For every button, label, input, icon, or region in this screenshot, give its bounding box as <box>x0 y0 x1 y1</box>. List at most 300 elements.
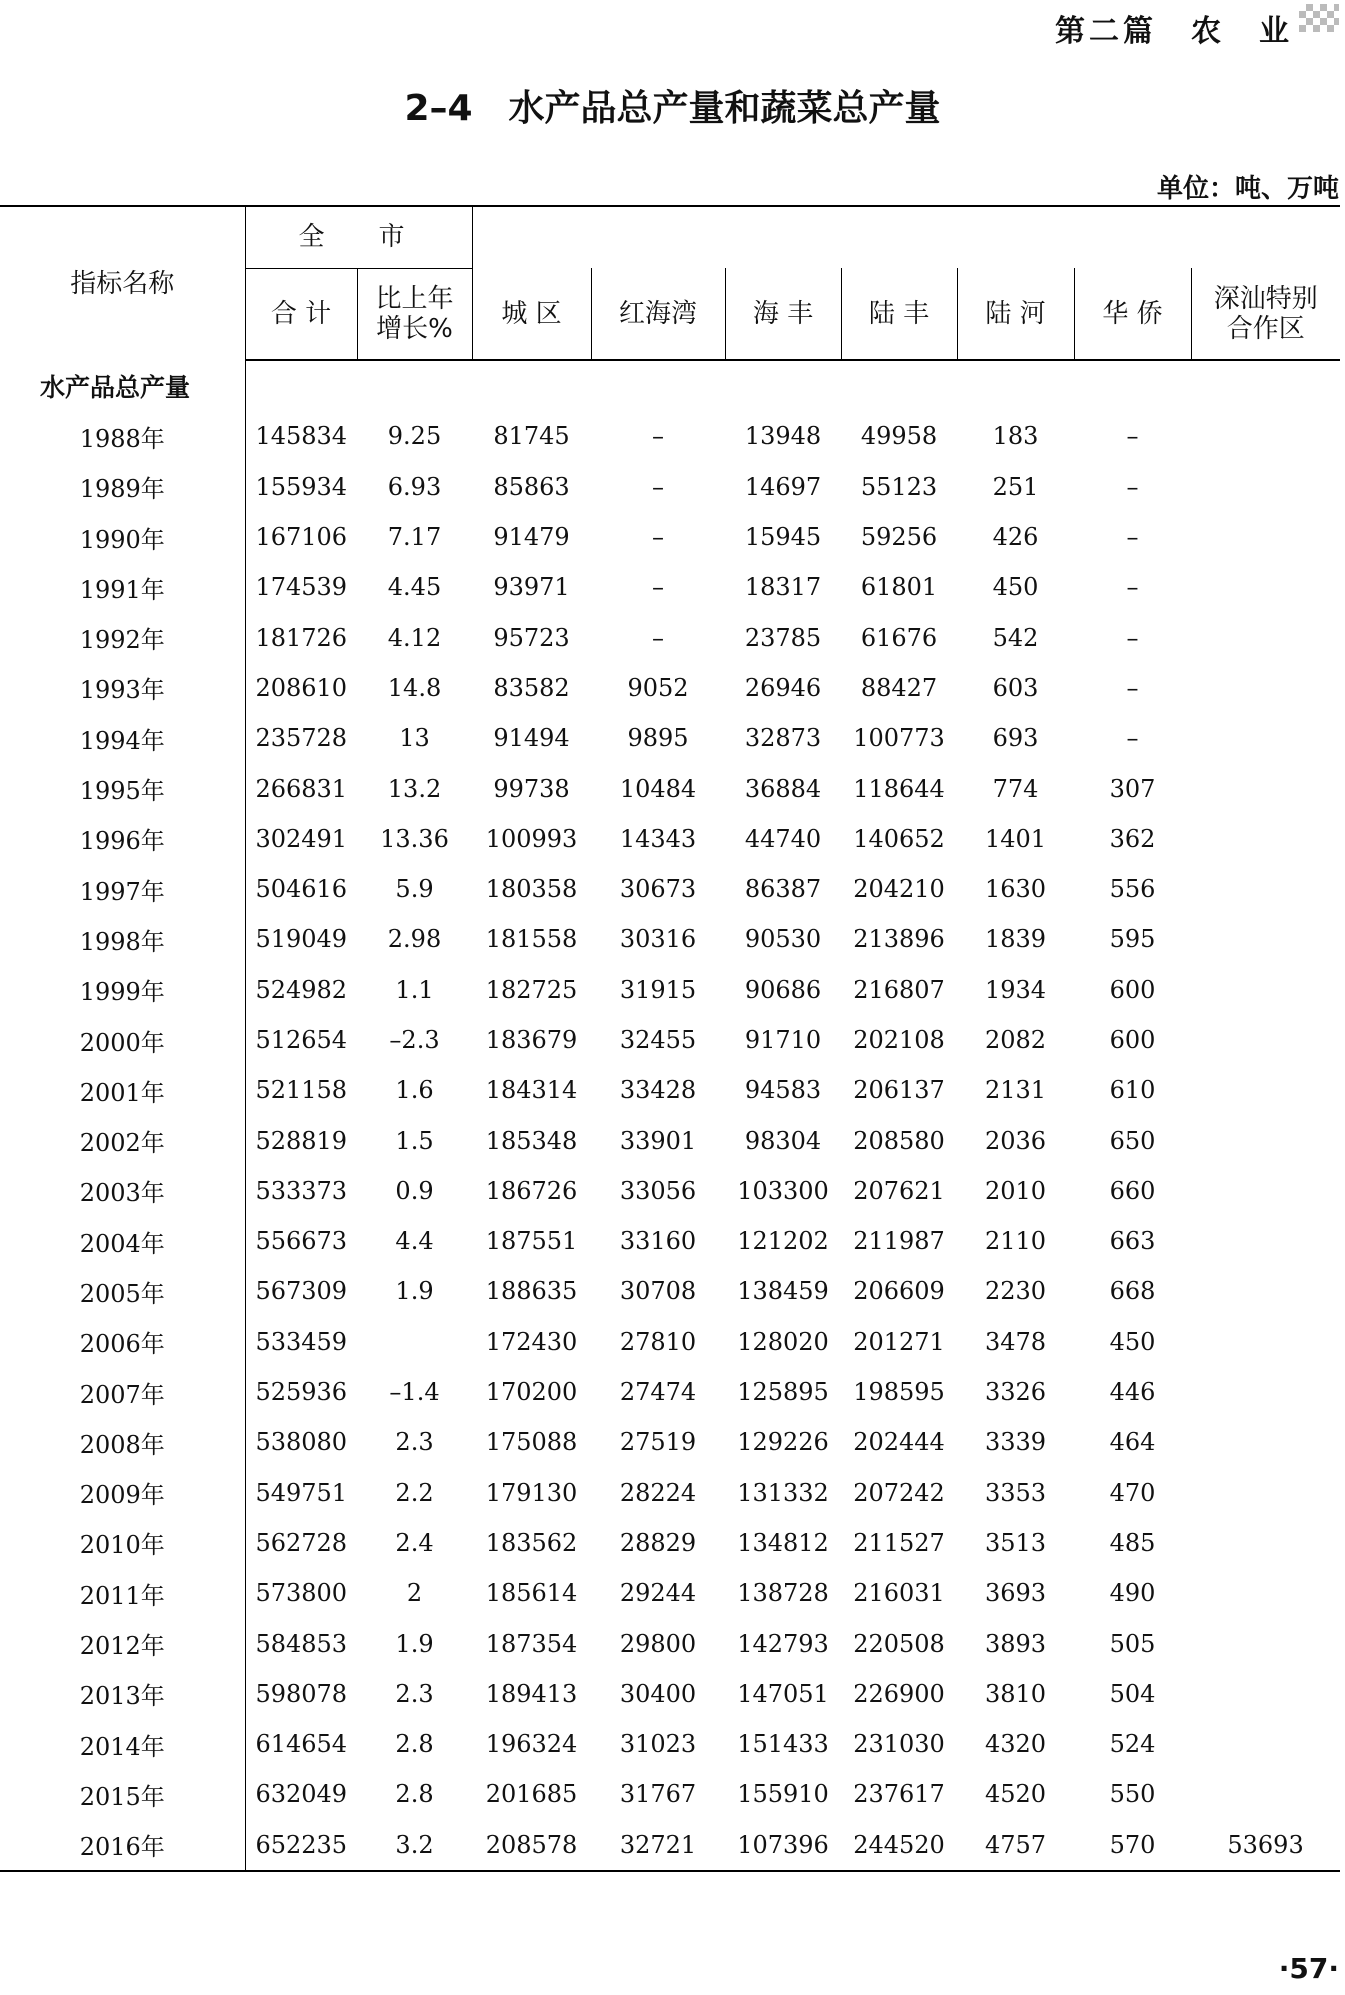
table-cell: 201685 <box>485 1780 578 1809</box>
table-cell: 650 <box>1109 1126 1156 1155</box>
table-cell <box>1191 864 1340 914</box>
table-cell: 521158 <box>255 1076 348 1105</box>
column-header: 城 区 <box>472 268 591 360</box>
table-cell: 211527 <box>853 1528 945 1557</box>
table-cell: 1.5 <box>395 1126 434 1155</box>
column-header: 华 侨 <box>1074 268 1191 360</box>
table-cell: 53693 <box>1191 1820 1340 1871</box>
table-cell: 196324 <box>485 1730 578 1759</box>
table-cell: 4520 <box>984 1780 1047 1809</box>
table-cell: 175088 <box>485 1428 578 1457</box>
table-cell: 33901 <box>619 1126 697 1155</box>
table-cell: 1630 <box>984 875 1047 904</box>
table-cell: –2.3 <box>389 1026 440 1054</box>
table-row <box>0 612 1340 662</box>
table-cell: 32721 <box>591 1820 725 1871</box>
table-cell: 485 <box>1109 1528 1156 1557</box>
table-cell: 179130 <box>485 1478 578 1507</box>
table-cell: 231030 <box>853 1730 945 1759</box>
table-cell: 183562 <box>485 1528 578 1557</box>
table-cell: 4757 <box>957 1820 1074 1871</box>
table-cell: 183 <box>992 422 1039 451</box>
row-year: 2015年 <box>0 1769 245 1819</box>
table-cell: 4.12 <box>387 623 442 652</box>
table-cell: 91494 <box>493 724 570 753</box>
table-row <box>0 1367 1340 1417</box>
table-cell: 91479 <box>493 523 570 552</box>
table-cell: 185614 <box>485 1579 578 1608</box>
table-cell: 600 <box>1109 975 1156 1004</box>
table-cell: 3353 <box>984 1478 1047 1507</box>
table-cell: – <box>652 623 665 652</box>
table-cell: 549751 <box>255 1478 348 1507</box>
table-cell: 600 <box>1109 1026 1156 1054</box>
page-title: 2–4 水产品总产量和蔬菜总产量 <box>404 88 941 129</box>
table-cell: 95723 <box>493 623 570 652</box>
table-cell <box>1191 914 1340 964</box>
table-cell: 204210 <box>853 875 945 904</box>
table-cell: 632049 <box>255 1780 348 1809</box>
table-cell: 206137 <box>853 1076 945 1105</box>
column-header: 深汕特别 合作区 <box>1191 268 1340 360</box>
table-cell: 14343 <box>619 824 697 853</box>
row-year: 1988年 <box>0 411 245 461</box>
table-cell: 207621 <box>853 1176 945 1205</box>
table-cell <box>1191 512 1340 562</box>
table-row <box>0 864 1340 914</box>
table-cell: 61801 <box>860 573 938 602</box>
table-cell <box>1191 1216 1340 1266</box>
table-cell: 598078 <box>255 1679 348 1708</box>
table-cell: 198595 <box>853 1378 945 1407</box>
production-table <box>0 205 1340 1872</box>
table-cell: 3478 <box>984 1327 1047 1356</box>
table-cell: 0.9 <box>395 1176 434 1205</box>
table-cell: 18317 <box>744 573 822 602</box>
unit-label: 单位：吨、万吨 <box>1156 174 1339 204</box>
table-cell: 30708 <box>619 1277 697 1306</box>
table-cell: 504616 <box>255 875 348 904</box>
table-cell: 90686 <box>744 975 822 1004</box>
table-row <box>0 1266 1340 1316</box>
district-group-header <box>472 206 1340 268</box>
table-cell: 138728 <box>737 1579 829 1608</box>
table-cell: 2 <box>406 1579 423 1608</box>
table-cell: 525936 <box>255 1378 348 1407</box>
table-cell: 32873 <box>744 724 822 753</box>
table-cell: 464 <box>1109 1428 1156 1457</box>
table-cell: 29244 <box>619 1579 697 1608</box>
table-cell: 121202 <box>737 1227 829 1256</box>
table-cell: 216031 <box>853 1579 945 1608</box>
row-year: 2011年 <box>0 1568 245 1618</box>
table-cell: 446 <box>1109 1378 1156 1407</box>
table-cell: 184314 <box>485 1076 578 1105</box>
row-year: 2005年 <box>0 1266 245 1316</box>
row-year: 2008年 <box>0 1417 245 1467</box>
table-cell: 2.2 <box>395 1478 434 1507</box>
table-cell: 129226 <box>737 1428 829 1457</box>
row-year: 2012年 <box>0 1618 245 1668</box>
table-row <box>0 562 1340 612</box>
table-row <box>0 1669 1340 1719</box>
table-row <box>0 1166 1340 1216</box>
table-cell: 663 <box>1109 1227 1156 1256</box>
table-cell: 2.3 <box>395 1428 434 1457</box>
table-cell: 59256 <box>860 523 938 552</box>
table-cell: 1.9 <box>395 1277 434 1306</box>
table-cell: 167106 <box>255 523 348 552</box>
table-cell: 27810 <box>619 1327 697 1356</box>
table-cell <box>1191 1317 1340 1367</box>
table-cell <box>1191 1669 1340 1719</box>
table-cell: 266831 <box>255 774 348 803</box>
table-cell: 147051 <box>737 1679 829 1708</box>
table-cell: 206609 <box>853 1277 945 1306</box>
table-cell: 83582 <box>493 673 570 702</box>
row-year: 2003年 <box>0 1166 245 1216</box>
table-cell: – <box>1126 724 1139 753</box>
table-cell <box>1191 1065 1340 1115</box>
table-cell <box>1191 1468 1340 1518</box>
row-year: 2010年 <box>0 1518 245 1568</box>
table-cell: 610 <box>1109 1076 1156 1105</box>
table-cell: 3.2 <box>357 1820 472 1871</box>
table-cell: 98304 <box>744 1126 822 1155</box>
table-cell: 362 <box>1109 824 1156 853</box>
row-year: 1998年 <box>0 914 245 964</box>
table-cell: 155910 <box>737 1780 829 1809</box>
table-cell: 207242 <box>853 1478 945 1507</box>
table-row <box>0 411 1340 461</box>
row-year: 2016年 <box>0 1820 245 1871</box>
table-cell: 652235 <box>245 1820 357 1871</box>
table-cell: 668 <box>1109 1277 1156 1306</box>
table-cell: 100993 <box>485 824 578 853</box>
table-cell: – <box>652 523 665 552</box>
table-cell: 15945 <box>744 523 822 552</box>
table-cell: 202108 <box>853 1026 945 1054</box>
table-cell: 172430 <box>485 1327 578 1356</box>
table-cell: – <box>1126 623 1139 652</box>
table-cell: 49958 <box>860 422 938 451</box>
table-cell: 208610 <box>255 673 348 702</box>
table-cell: 10484 <box>619 774 697 803</box>
table-cell: 614654 <box>255 1730 348 1759</box>
table-cell: 90530 <box>744 925 822 954</box>
table-cell: 524 <box>1109 1730 1156 1759</box>
column-header: 陆 丰 <box>841 268 957 360</box>
table-cell: 1.6 <box>395 1076 434 1105</box>
table-cell: 61676 <box>860 623 938 652</box>
table-row <box>0 1216 1340 1266</box>
table-cell <box>1191 1417 1340 1467</box>
table-cell: 533459 <box>255 1327 348 1356</box>
row-year: 1990年 <box>0 512 245 562</box>
row-year: 2009年 <box>0 1468 245 1518</box>
table-cell: 138459 <box>737 1277 829 1306</box>
table-cell: 13.2 <box>387 774 442 803</box>
table-cell: 2.3 <box>395 1679 434 1708</box>
table-cell: 182725 <box>485 975 578 1004</box>
table-cell: 2230 <box>984 1277 1047 1306</box>
table-cell <box>1191 1618 1340 1668</box>
table-cell: 3326 <box>984 1378 1047 1407</box>
table-cell: 14697 <box>744 472 822 501</box>
table-cell <box>1191 1769 1340 1819</box>
table-row <box>0 763 1340 813</box>
table-cell <box>1191 612 1340 662</box>
row-year: 2001年 <box>0 1065 245 1115</box>
table-cell: 181558 <box>485 925 578 954</box>
column-header: 陆 河 <box>957 268 1074 360</box>
table-cell: 33428 <box>619 1076 697 1105</box>
table-row <box>0 965 1340 1015</box>
table-cell: 31767 <box>619 1780 697 1809</box>
table-cell: 188635 <box>485 1277 578 1306</box>
table-cell <box>1191 1367 1340 1417</box>
row-year: 1991年 <box>0 562 245 612</box>
table-cell: 103300 <box>737 1176 829 1205</box>
table-cell: 524982 <box>255 975 348 1004</box>
table-row <box>0 713 1340 763</box>
table-cell: 2.98 <box>387 925 442 954</box>
table-cell <box>1191 411 1340 461</box>
table-cell: 142793 <box>737 1629 829 1658</box>
table-cell: 235728 <box>255 724 348 753</box>
table-cell: 185348 <box>485 1126 578 1155</box>
city-group-header: 全 市 <box>245 206 472 268</box>
table-cell: 107396 <box>725 1820 841 1871</box>
table-cell <box>1191 965 1340 1015</box>
table-cell: 28224 <box>619 1478 697 1507</box>
table-cell: 36884 <box>744 774 822 803</box>
table-cell <box>1191 1719 1340 1769</box>
table-cell: 100773 <box>853 724 945 753</box>
table-cell: 85863 <box>493 472 570 501</box>
table-cell: 180358 <box>485 875 578 904</box>
table-row <box>0 1015 1340 1065</box>
column-header: 比上年 增长% <box>357 268 472 360</box>
table-cell: 595 <box>1109 925 1156 954</box>
table-cell: 226900 <box>853 1679 945 1708</box>
table-cell: 220508 <box>853 1629 945 1658</box>
table-cell: 533373 <box>255 1176 348 1205</box>
table-cell <box>1191 1015 1340 1065</box>
table-cell: 693 <box>992 724 1039 753</box>
column-header: 红海湾 <box>591 268 725 360</box>
table-row <box>0 1719 1340 1769</box>
table-cell: 2.8 <box>395 1730 434 1759</box>
table-cell: – <box>1126 472 1139 501</box>
table-cell: 584853 <box>255 1629 348 1658</box>
table-cell: – <box>652 573 665 602</box>
table-cell: 99738 <box>493 774 570 803</box>
table-row <box>0 1518 1340 1568</box>
table-cell: 26946 <box>744 673 822 702</box>
table-cell: 550 <box>1109 1780 1156 1809</box>
table-row <box>0 1115 1340 1165</box>
table-cell: 302491 <box>255 824 348 853</box>
table-cell <box>1191 1115 1340 1165</box>
table-cell: 542 <box>992 623 1039 652</box>
table-cell: 23785 <box>744 623 822 652</box>
table-cell: 28829 <box>619 1528 697 1557</box>
row-year: 1996年 <box>0 814 245 864</box>
row-year: 2004年 <box>0 1216 245 1266</box>
table-cell: 556673 <box>255 1227 348 1256</box>
table-cell: 189413 <box>485 1679 578 1708</box>
table-cell <box>1191 713 1340 763</box>
table-row <box>0 1618 1340 1668</box>
table-cell: 5.9 <box>395 875 434 904</box>
table-cell: 125895 <box>737 1378 829 1407</box>
row-year: 1995年 <box>0 763 245 813</box>
table-cell: 181726 <box>255 623 348 652</box>
table-cell: 187354 <box>485 1629 578 1658</box>
table-cell: 7.17 <box>387 523 442 552</box>
table-cell: 556 <box>1109 875 1156 904</box>
table-cell <box>1191 1518 1340 1568</box>
table-cell: 31023 <box>619 1730 697 1759</box>
table-cell <box>1191 562 1340 612</box>
table-cell: 186726 <box>485 1176 578 1205</box>
table-cell: 2.8 <box>395 1780 434 1809</box>
table-cell: 140652 <box>853 824 945 853</box>
table-cell: 32455 <box>619 1026 697 1054</box>
table-row <box>0 1468 1340 1518</box>
table-cell: 490 <box>1109 1579 1156 1608</box>
table-cell: 13 <box>399 724 430 753</box>
table-cell: 1401 <box>984 824 1047 853</box>
table-cell: 528819 <box>255 1126 348 1155</box>
table-cell: 504 <box>1109 1679 1156 1708</box>
table-cell: 3693 <box>984 1579 1047 1608</box>
table-cell: 774 <box>992 774 1039 803</box>
table-cell: – <box>1126 422 1139 451</box>
checker-decoration <box>1299 4 1339 32</box>
table-cell: –1.4 <box>389 1378 440 1407</box>
table-row <box>0 462 1340 512</box>
table-cell: 211987 <box>853 1227 945 1256</box>
table-row <box>0 1820 1340 1871</box>
row-year: 1997年 <box>0 864 245 914</box>
table-cell: 201271 <box>853 1327 945 1356</box>
table-row <box>0 1317 1340 1367</box>
table-cell <box>1191 663 1340 713</box>
table-cell: 6.93 <box>387 472 442 501</box>
table-cell: 33160 <box>619 1227 697 1256</box>
table-cell: 9052 <box>627 673 689 702</box>
row-year: 1993年 <box>0 663 245 713</box>
table-cell: 2.4 <box>395 1528 434 1557</box>
table-cell: 128020 <box>737 1327 829 1356</box>
table-cell: 450 <box>992 573 1039 602</box>
section-label: 水产品总产量 <box>0 360 245 411</box>
table-cell: 216807 <box>853 975 945 1004</box>
table-cell: 2082 <box>984 1026 1047 1054</box>
table-cell: 29800 <box>619 1629 697 1658</box>
table-cell: 81745 <box>493 422 570 451</box>
indicator-header: 指标名称 <box>0 206 245 360</box>
table-cell: 44740 <box>744 824 822 853</box>
row-year: 1999年 <box>0 965 245 1015</box>
table-cell: 2036 <box>984 1126 1047 1155</box>
table-cell: 562728 <box>255 1528 348 1557</box>
table-cell: 505 <box>1109 1629 1156 1658</box>
column-header: 海 丰 <box>725 268 841 360</box>
table-cell: 2131 <box>984 1076 1047 1105</box>
table-cell: 151433 <box>737 1730 829 1759</box>
table-cell: 251 <box>992 472 1039 501</box>
table-cell <box>1191 1166 1340 1216</box>
table-row <box>0 1769 1340 1819</box>
page-number: ·57· <box>1278 1952 1339 1985</box>
table-cell: 3810 <box>984 1679 1047 1708</box>
table-cell: 4320 <box>984 1730 1047 1759</box>
table-cell: 13.36 <box>380 824 449 853</box>
table-cell: 2010 <box>984 1176 1047 1205</box>
row-year: 1992年 <box>0 612 245 662</box>
table-cell: – <box>652 472 665 501</box>
table-cell: 4.45 <box>387 573 442 602</box>
table-cell: 145834 <box>255 422 348 451</box>
table-cell: 88427 <box>860 673 938 702</box>
table-cell: 660 <box>1109 1176 1156 1205</box>
table-cell: 93971 <box>493 573 570 602</box>
table-row <box>0 512 1340 562</box>
table-row <box>0 1065 1340 1115</box>
table-cell: 208580 <box>853 1126 945 1155</box>
table-cell: 170200 <box>485 1378 578 1407</box>
table-cell <box>1191 763 1340 813</box>
table-cell: 426 <box>992 523 1039 552</box>
row-year: 1989年 <box>0 462 245 512</box>
table-cell <box>357 1317 472 1367</box>
table-cell: 573800 <box>255 1579 348 1608</box>
row-year: 2000年 <box>0 1015 245 1065</box>
table-cell: 213896 <box>853 925 945 954</box>
table-row <box>0 814 1340 864</box>
table-cell: 1.1 <box>395 975 434 1004</box>
table-cell: 567309 <box>255 1277 348 1306</box>
table-cell: 183679 <box>485 1026 578 1054</box>
table-cell: 14.8 <box>387 673 442 702</box>
table-cell: 2110 <box>984 1227 1047 1256</box>
row-year: 2002年 <box>0 1115 245 1165</box>
table-cell: 1934 <box>984 975 1047 1004</box>
table-cell: 208578 <box>472 1820 591 1871</box>
table-cell: 13948 <box>744 422 822 451</box>
table-cell: 94583 <box>744 1076 822 1105</box>
table-cell <box>1191 1266 1340 1316</box>
table-cell: 3339 <box>984 1428 1047 1457</box>
table-cell: 131332 <box>737 1478 829 1507</box>
table-cell: 30316 <box>619 925 697 954</box>
row-year: 2007年 <box>0 1367 245 1417</box>
table-cell: 307 <box>1109 774 1156 803</box>
table-row <box>0 663 1340 713</box>
table-cell: 27474 <box>619 1378 697 1407</box>
row-year: 1994年 <box>0 713 245 763</box>
table-cell: 118644 <box>853 774 945 803</box>
table-cell: 570 <box>1074 1820 1191 1871</box>
table-cell: 30673 <box>619 875 697 904</box>
table-cell: 187551 <box>485 1227 578 1256</box>
chapter-header: 第二篇 农 业 <box>1055 14 1293 49</box>
table-cell: 31915 <box>619 975 697 1004</box>
table-cell: 538080 <box>255 1428 348 1457</box>
